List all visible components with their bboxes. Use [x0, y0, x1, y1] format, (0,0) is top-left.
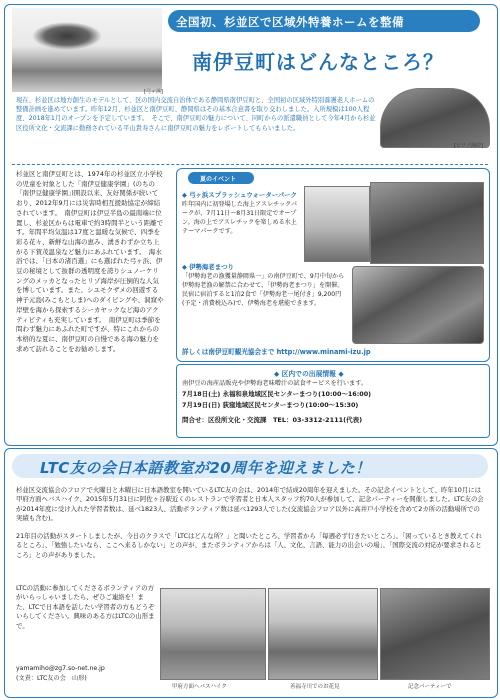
- hanami-photo: [268, 588, 378, 680]
- water-park-people-photo: [370, 182, 484, 264]
- sale-line-1: 7月18日(土) 永福和泉地域区民センターまつり(10:00～16:00): [182, 390, 372, 398]
- page-title: 南伊豆町はどんなところ？: [192, 50, 444, 74]
- ltc-paragraph-2: 21年目の活動がスタートしましたが、今日のクラスで「LTCはどんな所？」と聞いたところ、学習者から「毎週必ず行きたいところ」、「困っているとき教えてくれるところ」、「勉強したいなら、ここへ来るしかない」との声が、またボランティアからは「人、文化、言語、能力の出会いの場」、「国際交流の対応が要求されるところ」との声がありました。: [16, 532, 482, 559]
- details-link[interactable]: 詳しくは南伊豆町観光協会まで http://www.minami-izu.jp: [182, 348, 371, 356]
- hanami-caption: 善福寺川でのお花見: [290, 684, 340, 690]
- party-photo: [380, 588, 490, 680]
- event1-title: ◆ 弓ヶ浜スプラッシュウォーターパーク: [182, 191, 297, 199]
- ltc-credit: (文責：LTC友の会 山形): [16, 675, 87, 682]
- tree-silhouette: [32, 22, 102, 50]
- yumigahama-photo: [12, 8, 162, 92]
- event2-title: ◆ 伊勢海老まつり: [182, 263, 234, 271]
- ltc-title: LTC友の会日本語教室が20周年を迎えました！: [40, 459, 371, 477]
- ltc-side-text: LTCの活動に参加してくださるボランティアの方がいらっしゃいましたら、ぜひご連絡を！また、LTCで日本語を話したい学習者の方もどうぞいらしてください。興味のある方はLTCの山形まで。: [16, 584, 155, 630]
- sale-intro: 南伊豆の海産品販売や伊勢海老味噌汁の試食サービスを行います。: [182, 380, 368, 387]
- photo-caption-hirizo: [ヒリゾ海岸]: [454, 143, 483, 149]
- ise-ebi-photo: [352, 266, 484, 344]
- water-park-photo: [304, 186, 370, 262]
- events-header-text: 夏のイベント: [200, 176, 237, 183]
- ltc-email[interactable]: yamamiho@zg7.so-net.ne.jp: [16, 665, 105, 672]
- sale-contact: 問合せ：区役所文化・交流課 TEL：03-3312-2111(代表): [182, 416, 363, 424]
- event2-body: 「伊勢海老の漁獲量静岡県一」の南伊豆町で、9月中旬から伊勢海老漁の解禁に合わせて、「伊勢海老まつり」を開催。民宿に宿泊すると1泊2食で「伊勢海老一尾付き」9,200円(予定・消費税込み)で、伊勢海老を堪能できます。: [182, 273, 345, 307]
- sale-header: ◆ 区内での出展情報 ◆: [274, 370, 344, 378]
- sale-line-2: 7月19日(日) 荻窪地域区民センターまつり(10:00～15:30): [182, 401, 359, 409]
- section-divider: [12, 164, 488, 165]
- bus-hike-photo: [160, 588, 266, 680]
- intro-paragraph: 現在、杉並区は地方創生のモデルとして、区の国内交流自治体である静岡県南伊豆町と、全国初の区域外特別養護老人ホームの整備計画を進めています。昨年12月、杉並区と南伊豆町、静岡県はその基本合意書を取り交わしました。入所規模は100人程度、2018年1月のオープンを予定しています。 そこで、南伊豆町の魅力について、同町からの派遣職員として今年4月から杉並区役所文化・交流課に勤務されている平山貴寿さんに南伊豆町の魅力をレポートしてもらいました。: [16, 97, 376, 132]
- hirizo-photo: [380, 88, 490, 148]
- banner-text: 全国初、杉並区で区域外特養ホームを整備: [176, 15, 404, 29]
- left-column-text: 杉並区と南伊豆町とは、1974年の杉並区立小学校の児童を対象とした「南伊豆健康学園」(のちの「南伊豆健康学園」)開設以来、友好関係が続いており、2012年9月には災害時相互援助協定が締結されています。 南伊豆町は伊豆半島の最南端に位置し、杉並区からは電車で約3時間半という距離です。年間平均気温は17度と温暖な気候で、四季を彩る花々、新鮮な山海の恵み、湧きわずか立ち上がる下賀茂温泉など魅力にあふれています。 海水浴では、「日本の渚百選」にも選ばれた弓ヶ浜、伊豆の秘境として抜群の透明度を誇りシュノーケリングのメッカとなったヒリゾ海岸が圧倒的な人気を博しています。また、シユモクザメの回遊する神子元島(みこもとしま)へのダイビングや、洞窟や岸壁を海から探索するシーカヤックなど海のアクティビティも充実しています。 南伊豆町は季節を問わず魅力にあふれた町ですが、特にこれからの本格的な夏に、南伊豆町の自慢である海の魅力を求めて訪れることをお勧めします。: [16, 170, 164, 353]
- photo-caption-yumigahama: [弓ヶ浜]: [144, 89, 163, 95]
- event1-body: 昨年国内に初登場した海上アスレチックパークが、7月11日～8月31日限定でオープン。海の上でアスレチックを楽しめる水上テーマパークです。: [182, 201, 297, 235]
- ltc-paragraph-1: 杉並区交流協会のフロアで火曜日と木曜日に日本語教室を開いているLTC友の会は、2014年で結成20周年を迎えました。その記念イベントとして、昨年10月には甲府方面へバスハイク、2015年5月31日に阿佐ヶ谷駅近くのレストランで学習者と日本人スタッフ約70人が参加して、記念パーティーを開催しました。LTC友の会が2014年度に受け入れた学習者数は、延べ1823人、活動ボランティア数は延べ1293人でした(交流協会フロア以外に高井戸小学校を含めて2カ所の活動場所での実績も含む)。: [16, 486, 484, 523]
- party-caption: 記念パーティーで: [408, 684, 452, 690]
- bus-hike-caption: 甲府方面へバスハイク: [172, 684, 227, 690]
